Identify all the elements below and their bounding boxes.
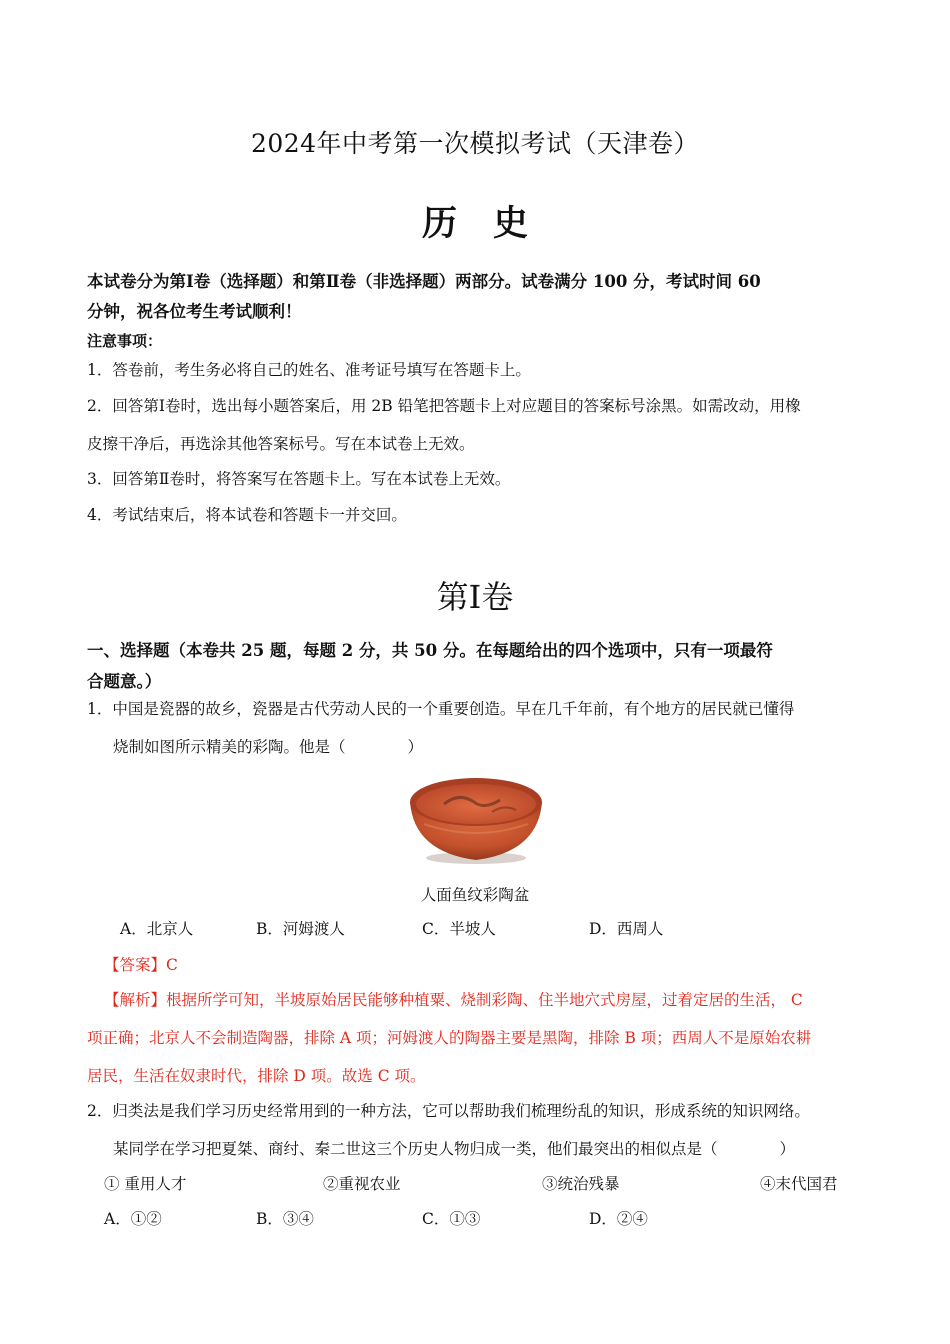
notes-heading: 注意事项： [87, 332, 163, 350]
intro-line-2: 分钟，祝各位考生考试顺利！ [87, 302, 302, 321]
q2-item-3: ③统治残暴 [542, 1175, 620, 1193]
volume-title: 第Ⅰ卷 [436, 578, 514, 616]
section-heading-2: 合题意。） [87, 672, 162, 691]
q2-option-d: D．②④ [589, 1210, 648, 1228]
q2-option-a: A．①② [104, 1210, 162, 1228]
q2-item-2: ②重视农业 [323, 1175, 401, 1193]
note-item-2b: 皮擦干净后，再选涂其他答案标号。写在本试卷上无效。 [87, 435, 475, 453]
q1-answer: 【答案】C [104, 956, 178, 974]
q2-item-4: ④末代国君 [760, 1175, 838, 1193]
q2-option-c: C．①③ [422, 1210, 481, 1228]
painted-pottery-bowl-image [404, 774, 548, 866]
exam-title: 2024年中考第一次模拟考试（天津卷） [250, 129, 700, 158]
note-item-1: 1．答卷前，考生务必将自己的姓名、准考证号填写在答题卡上。 [87, 361, 531, 379]
q1-stem-1: 1．中国是瓷器的故乡，瓷器是古代劳动人民的一个重要创造。早在几千年前，有个地方的居民就已懂得 [87, 700, 795, 718]
q1-option-b: B．河姆渡人 [256, 920, 345, 938]
q1-option-d: D．西周人 [589, 920, 664, 938]
note-item-4: 4．考试结束后，将本试卷和答题卡一并交回。 [87, 506, 407, 524]
intro-line-1: 本试卷分为第Ⅰ卷（选择题）和第Ⅱ卷（非选择题）两部分。试卷满分 100 分，考试时间 60 [87, 272, 761, 291]
q2-option-b: B．③④ [256, 1210, 314, 1228]
q2-stem-2: 某同学在学习把夏桀、商纣、秦二世这三个历史人物归成一类，他们最突出的相似点是（ ） [113, 1140, 796, 1158]
image-caption: 人面鱼纹彩陶盆 [420, 886, 530, 904]
q2-item-1: ① 重用人才 [104, 1175, 187, 1193]
subject-title: 历史 [421, 203, 564, 244]
q1-analysis-2: 项正确；北京人不会制造陶器，排除 A 项；河姆渡人的陶器主要是黑陶，排除 B 项；西周人不是原始农耕 [87, 1029, 812, 1047]
section-heading-1: 一、选择题（本卷共 25 题，每题 2 分，共 50 分。在每题给出的四个选项中，只有一项最符 [87, 641, 773, 660]
q1-analysis-3: 居民，生活在奴隶时代，排除 D 项。故选 C 项。 [87, 1067, 426, 1085]
note-item-2a: 2．回答第Ⅰ卷时，选出每小题答案后，用 2B 铅笔把答题卡上对应题目的答案标号涂黑。如需改动，用橡 [87, 397, 801, 415]
q1-stem-2: 烧制如图所示精美的彩陶。他是（ ） [113, 738, 424, 756]
q2-stem-1: 2．归类法是我们学习历史经常用到的一种方法，它可以帮助我们梳理纷乱的知识，形成系统的知识网络。 [87, 1102, 810, 1120]
q1-analysis-1: 【解析】根据所学可知，半坡原始居民能够种植粟、烧制彩陶、住半地穴式房屋，过着定居的生活， C [104, 991, 803, 1009]
q1-option-c: C．半坡人 [422, 920, 496, 938]
note-item-3: 3．回答第Ⅱ卷时，将答案写在答题卡上。写在本试卷上无效。 [87, 470, 511, 488]
q1-option-a: A．北京人 [120, 920, 194, 938]
